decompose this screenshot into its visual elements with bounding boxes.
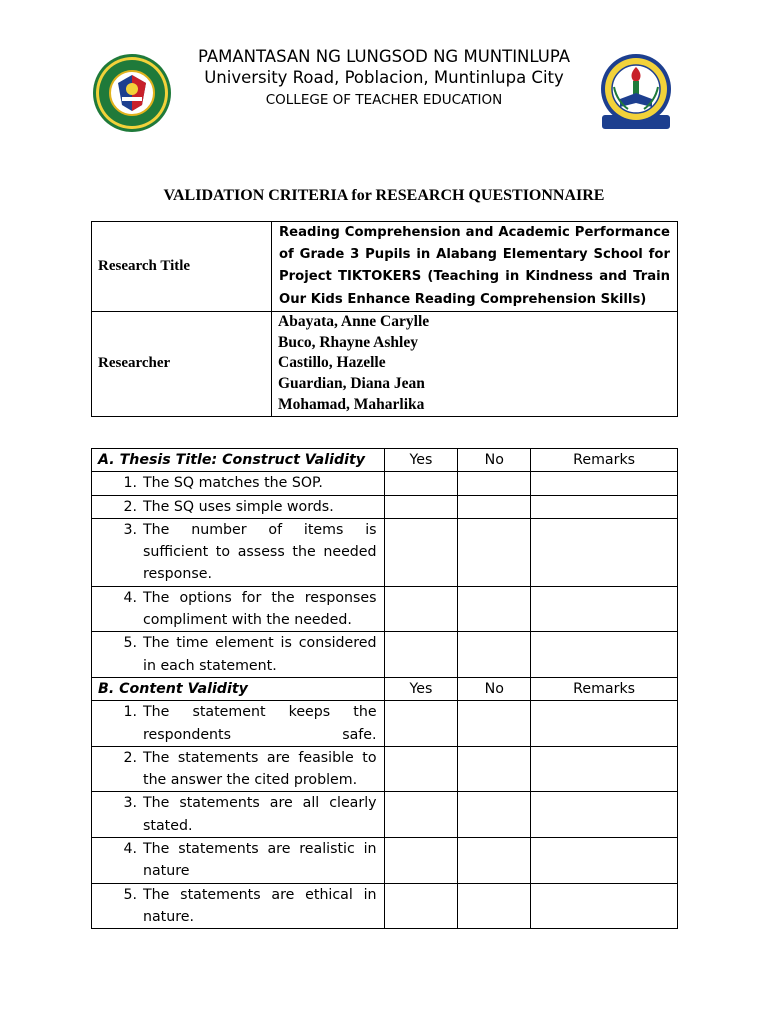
no-cell[interactable] bbox=[458, 792, 531, 838]
remarks-cell[interactable] bbox=[531, 883, 678, 929]
section-header-row bbox=[92, 677, 678, 700]
remarks-cell[interactable] bbox=[531, 746, 678, 792]
research-info-table bbox=[91, 221, 678, 417]
remarks-cell[interactable] bbox=[531, 518, 678, 586]
plmun-seal-icon bbox=[92, 53, 172, 133]
item-text: The time element is considered in each statement. bbox=[143, 635, 377, 674]
item-number: 4. bbox=[123, 589, 137, 606]
item-number: 5. bbox=[123, 635, 137, 652]
yes-cell[interactable] bbox=[384, 746, 458, 792]
research-title-label: Research Title bbox=[92, 222, 272, 312]
table-row bbox=[92, 495, 678, 518]
item-text: The statements are ethical in nature. bbox=[143, 886, 377, 925]
item-number: 5. bbox=[123, 886, 137, 903]
item-number: 2. bbox=[123, 749, 137, 766]
yes-cell[interactable] bbox=[384, 472, 458, 495]
yes-cell[interactable] bbox=[384, 495, 458, 518]
research-title-row bbox=[92, 222, 678, 312]
university-name: PAMANTASAN NG LUNGSOD NG MUNTINLUPA bbox=[197, 47, 571, 66]
college-of-teacher-education-seal-icon bbox=[598, 53, 674, 137]
remarks-cell[interactable] bbox=[531, 495, 678, 518]
researcher-names bbox=[272, 311, 678, 416]
remarks-cell[interactable] bbox=[531, 701, 678, 747]
researcher-name: Abayata, Anne Carylle bbox=[278, 312, 430, 330]
researcher-label: Researcher bbox=[92, 311, 272, 416]
researcher-row bbox=[92, 311, 678, 416]
item-number: 4. bbox=[123, 841, 137, 858]
item-text: The SQ uses simple words. bbox=[143, 498, 334, 515]
table-row bbox=[92, 746, 678, 792]
table-row bbox=[92, 632, 678, 678]
yes-column-header: Yes bbox=[384, 449, 458, 472]
researcher-name: Mohamad, Maharlika bbox=[278, 396, 425, 413]
item-text: The statement keeps the respondents safe. bbox=[143, 704, 377, 743]
table-row bbox=[92, 518, 678, 586]
no-cell[interactable] bbox=[458, 586, 531, 632]
no-cell[interactable] bbox=[458, 746, 531, 792]
no-cell[interactable] bbox=[458, 518, 531, 586]
no-cell[interactable] bbox=[458, 495, 531, 518]
researcher-name: Buco, Rhayne Ashley bbox=[278, 333, 418, 351]
item-text: The statements are all clearly stated. bbox=[143, 795, 377, 834]
no-cell[interactable] bbox=[458, 701, 531, 747]
section-header-row bbox=[92, 449, 678, 472]
no-column-header: No bbox=[458, 677, 531, 700]
remarks-column-header: Remarks bbox=[531, 449, 678, 472]
document-title: VALIDATION CRITERIA for RESEARCH QUESTIONNAIRE bbox=[163, 187, 605, 204]
no-cell[interactable] bbox=[458, 883, 531, 929]
yes-column-header: Yes bbox=[384, 677, 458, 700]
item-text: The SQ matches the SOP. bbox=[143, 475, 323, 492]
yes-cell[interactable] bbox=[384, 883, 458, 929]
item-text: The statements are realistic in nature bbox=[143, 841, 377, 880]
item-number: 1. bbox=[123, 475, 137, 492]
item-text: The number of items is sufficient to assess the needed response. bbox=[143, 521, 377, 583]
remarks-cell[interactable] bbox=[531, 792, 678, 838]
item-number: 2. bbox=[123, 498, 137, 515]
item-number: 3. bbox=[123, 795, 137, 812]
no-cell[interactable] bbox=[458, 472, 531, 495]
validation-criteria-table bbox=[91, 448, 678, 929]
table-row bbox=[92, 472, 678, 495]
yes-cell[interactable] bbox=[384, 586, 458, 632]
section-title: B. Content Validity bbox=[92, 677, 385, 700]
no-cell[interactable] bbox=[458, 838, 531, 884]
header-text bbox=[180, 46, 588, 112]
no-column-header: No bbox=[458, 449, 531, 472]
yes-cell[interactable] bbox=[384, 632, 458, 678]
table-row bbox=[92, 838, 678, 884]
remarks-cell[interactable] bbox=[531, 472, 678, 495]
table-row bbox=[92, 792, 678, 838]
remarks-cell[interactable] bbox=[531, 586, 678, 632]
yes-cell[interactable] bbox=[384, 518, 458, 586]
yes-cell[interactable] bbox=[384, 792, 458, 838]
item-number: 1. bbox=[123, 704, 137, 721]
table-row bbox=[92, 586, 678, 632]
document-header bbox=[0, 44, 768, 144]
remarks-column-header: Remarks bbox=[531, 677, 678, 700]
section-title: A. Thesis Title: Construct Validity bbox=[92, 449, 385, 472]
college-name: COLLEGE OF TEACHER EDUCATION bbox=[265, 92, 503, 108]
university-address: University Road, Poblacion, Muntinlupa City bbox=[204, 68, 564, 87]
research-title-value: Reading Comprehension and Academic Performance of Grade 3 Pupils in Alabang Elementary School for Project TIKTOKERS (Teaching in Kindness and Train Our Kids Enhance Reading Comprehension Skills) bbox=[272, 222, 678, 312]
item-number: 3. bbox=[123, 521, 137, 538]
remarks-cell[interactable] bbox=[531, 838, 678, 884]
researcher-name: Castillo, Hazelle bbox=[278, 354, 386, 372]
item-text: The options for the responses compliment with the needed. bbox=[143, 589, 377, 629]
yes-cell[interactable] bbox=[384, 701, 458, 747]
researcher-name: Guardian, Diana Jean bbox=[278, 375, 425, 393]
table-row bbox=[92, 883, 678, 929]
no-cell[interactable] bbox=[458, 632, 531, 678]
yes-cell[interactable] bbox=[384, 838, 458, 884]
item-text: The statements are feasible to the answer the cited problem. bbox=[143, 749, 377, 789]
remarks-cell[interactable] bbox=[531, 632, 678, 678]
table-row bbox=[92, 701, 678, 747]
